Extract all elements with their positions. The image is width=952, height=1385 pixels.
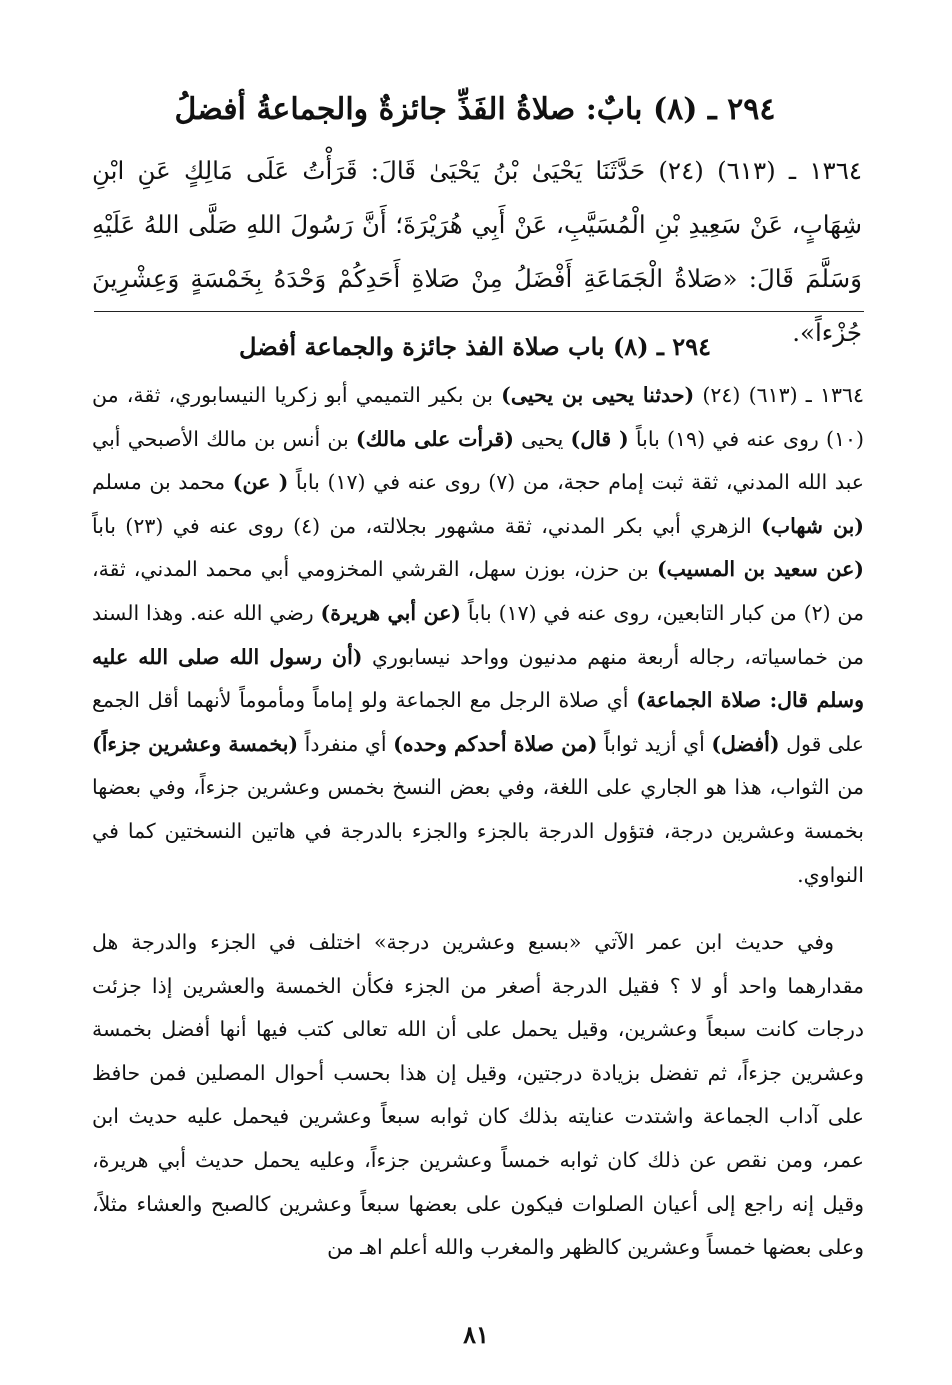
text-run: من الثواب، هذا هو الجاري على اللغة، وفي بعض النسخ بخمس وعشرين جزءاً، وفي بعضها بخمسة وعشرين درجة، فتؤول الدرجة بالجزء والجزء بالدرجة في هاتين النسختين كما في النواوي. xyxy=(92,775,864,887)
text-run: بن أنس بن مالك الأصبحي أبي عبد الله المدني، ثقة ثبت إمام حجة، من (٧) روى عنه في (١٧) باباً xyxy=(92,426,864,495)
section-divider xyxy=(94,311,864,312)
commentary-paragraph-2: وفي حديث ابن عمر الآتي «بسبع وعشرين درجة» اختلف في الجزء والدرجة هل مقدارهما واحد أو لا ؟ فقيل الدرجة أصغر من الجزء فكأن الخمسة والعشرين إذا جزئت درجات كانت سبعاً وعشرين، وقيل يحمل على أن الله تعالى كتب فيها أنها أفضل بخمسة وعشرين جزءاً، ثم تفضل بزيادة درجتين، وقيل إن هذا بحسب أحوال المصلين فمن حافظ على آداب الجماعة واشتدت عنايته بذلك كان ثوابه سبعاً وعشرين فيحمل عليه حديث ابن عمر، ومن نقص عن ذلك كان ثوابه خمساً وعشرين جزءاً، وعليه يحمل حديث أبي هريرة، وقيل إنه راجع إلى أعيان الصلوات فيكون على بعضها سبعاً وعشرين كالصبح والعشاء مثلاً، وعلى بعضها خمساً وعشرين كالظهر والمغرب والله أعلم اهـ من xyxy=(92,930,864,1260)
bold-quote-run: (بخمسة وعشرين جزءاً) xyxy=(92,731,299,756)
chapter-heading: ٢٩٤ ـ (٨) بابٌ: صلاةُ الفَذِّ جائزةٌ والجماعةُ أفضلُ xyxy=(174,92,776,127)
bold-quote-run: (عن أبي هريرة) xyxy=(320,600,462,625)
text-run: الزهري أبي بكر المدني، ثقة مشهور بجلالته، من (٤) روى عنه في (٢٣) باباً xyxy=(92,513,762,538)
text-run: أي منفرداً xyxy=(298,731,394,756)
bold-quote-run: (أن رسول الله صلى الله عليه وسلم قال: صلاة الجماعة) xyxy=(92,644,864,713)
text-run: يحيى xyxy=(513,426,571,451)
bold-quote-run: (حدثنا يحيى بن يحيى) xyxy=(501,383,695,407)
text-run: أي صلاة الرجل مع الجماعة ولو إماماً ومأموماً لأنهما أقل الجمع على قول xyxy=(92,688,864,756)
text-run: ١٣٦٤ ـ (٦١٣) (٢٤) xyxy=(694,383,865,407)
text-run: رضي الله عنه. وهذا السند من خماسياته، رجاله أربعة منهم مدنيون وواحد نيسابوري xyxy=(92,600,865,669)
bold-quote-run: (عن سعيد بن المسيب) xyxy=(656,557,864,582)
bold-quote-run: (بن شهاب) xyxy=(761,513,864,538)
bold-quote-run: ( عن) xyxy=(232,470,289,495)
bold-quote-run: ( قال) xyxy=(570,426,629,451)
bold-quote-run: (قرأت على مالك) xyxy=(355,426,514,451)
commentary-heading: ٢٩٤ ـ (٨) باب صلاة الفذ جائزة والجماعة أفضل xyxy=(239,332,711,361)
text-run: بن بكير التميمي أبو زكريا النيسابوري، ثقة، من (١٠) روى عنه في (١٩) باباً xyxy=(92,383,865,451)
text-run: بن حزن، بوزن سهل، القرشي المخزومي أبي محمد المدني، ثقة، من (٢) من كبار التابعين، روى عنه في (١٧) باباً xyxy=(92,557,865,625)
hadith-text: ١٣٦٤ ـ (٦١٣) (٢٤) حَدَّثَنَا يَحْيَىٰ بْنُ يَحْيَىٰ قَالَ: قَرَأْتُ عَلَى مَالِكٍ عَنِ ابْنِ شِهَابٍ، عَنْ سَعِيدِ بْنِ الْمُسَيَّبِ، عَنْ أَبِي هُرَيْرَةَ؛ أَنَّ رَسُولَ اللهِ صَلَّى اللهُ عَلَيْهِ وَسَلَّمَ قَالَ: «صَلاةُ الْجَمَاعَةِ أَفْضَلُ مِنْ صَلاةِ أَحَدِكُمْ وَحْدَهُ بِخَمْسَةٍ وَعِشْرِينَ جُزْءاً». xyxy=(92,156,863,347)
bold-quote-run: (من صلاة أحدكم وحده) xyxy=(393,731,598,756)
page-number: ٨١ xyxy=(463,1320,489,1349)
text-run: محمد بن مسلم xyxy=(92,470,233,495)
commentary-paragraph-1 xyxy=(92,374,864,897)
text-run: أي أزيد ثواباً xyxy=(597,731,712,756)
bold-quote-run: (أفضل) xyxy=(711,731,780,756)
